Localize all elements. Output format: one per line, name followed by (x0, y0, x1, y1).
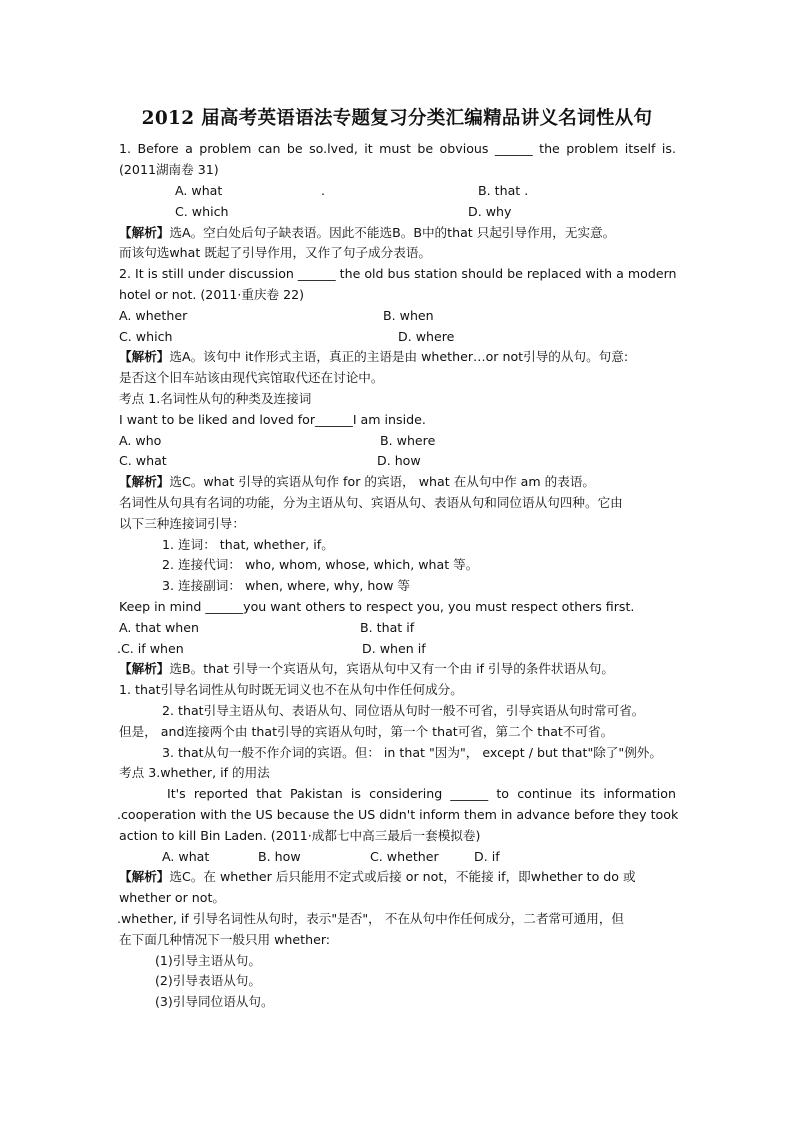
question-4-option-d: D. when if (362, 641, 426, 656)
question-5-option-a: A. what (162, 849, 210, 864)
question-5-source: action to kill Bin Laden. (2011·成都七中高三最后一套模拟卷) (119, 828, 481, 843)
question-5-option-c: C. whether (370, 849, 439, 864)
analysis-2-cont: 是否这个旧车站该由现代宾馆取代还在讨论中。 (119, 370, 384, 385)
question-5-option-b: B. how (258, 849, 301, 864)
list-item: (1)引导主语从句。 (155, 953, 261, 968)
question-1-stem: 1. Before a problem can be so.lved, it must be obvious ______ the problem itself is. (119, 141, 676, 156)
analysis-3: 【解析】选C。what 引导的宾语从句作 for 的宾语， what 在从句中作 am 的表语。 (119, 474, 596, 489)
question-3-option-a: A. who (119, 433, 162, 448)
explanation-line: 2. that引导主语从句、表语从句、同位语从句时一般不可省，引导宾语从句时常可省。 (162, 703, 645, 718)
analysis-2: 【解析】选A。该句中 it作形式主语，真正的主语是由 whether…or not引导的从句。句意: (119, 349, 629, 364)
question-1-source: (2011湖南卷 31) (119, 162, 219, 177)
question-1-option-a: A. what (175, 183, 223, 198)
analysis-1-cont: 而该句选what 既起了引导作用，又作了句子成分表语。 (119, 245, 432, 260)
question-2-option-a: A. whether (119, 308, 188, 323)
stray-dot: . (321, 183, 326, 198)
question-4-option-a: A. that when (119, 620, 199, 635)
section-heading-3: 考点 3.whether, if 的用法 (119, 765, 270, 780)
connector-list-item: 3. 连接副词： when, where, why, how 等 (162, 578, 411, 593)
question-1-option-d: D. why (468, 204, 512, 219)
question-4-stem: Keep in mind ______you want others to respect you, you must respect others first. (119, 599, 635, 614)
question-3-option-c: C. what (119, 453, 167, 468)
question-1-option-b: B. that . (478, 183, 529, 198)
explanation-line: 1. that引导名词性从句时既无词义也不在从句中作任何成分。 (119, 682, 463, 697)
question-2-option-d: D. where (398, 329, 455, 344)
analysis-4: 【解析】选B。that 引导一个宾语从句，宾语从句中又有一个由 if 引导的条件状语从句。 (119, 661, 614, 676)
section-heading-1: 考点 1.名词性从句的种类及连接词 (119, 391, 312, 406)
analysis-tag: 【解析】 (119, 225, 170, 240)
document-title: 2012 届高考英语语法专题复习分类汇编精品讲义名词性从句 (141, 108, 653, 129)
explanation-line: 在下面几种情况下一般只用 whether: (119, 932, 331, 947)
explanation-line: .whether, if 引导名词性从句时，表示"是否"， 不在从句中作任何成分，二者常可通用，但 (117, 911, 625, 926)
analysis-5: 【解析】选C。在 whether 后只能用不定式或后接 or not，不能接 if，即whether to do 或 (119, 869, 636, 884)
list-item: (3)引导同位语从句。 (155, 994, 274, 1009)
explanation-line: 以下三种连接词引导： (119, 516, 245, 531)
question-2-option-b: B. when (383, 308, 434, 323)
question-1-option-c: C. which (175, 204, 229, 219)
explanation-line: whether or not。 (119, 890, 225, 905)
question-2-source: hotel or not. (2011·重庆卷 22) (119, 287, 305, 302)
question-3-option-d: D. how (377, 453, 421, 468)
question-2-option-c: C. which (119, 329, 173, 344)
question-2-stem: 2. It is still under discussion ______ the old bus station should be replaced with a modern (119, 266, 677, 281)
question-5-stem: It's reported that Pakistan is considering ______ to continue its information (167, 786, 676, 801)
explanation-line: 但是， and连接两个由 that引导的宾语从句时，第一个 that可省，第二个 that不可省。 (119, 724, 614, 739)
connector-list-item: 1. 连词： that, whether, if。 (162, 537, 334, 552)
connector-list-item: 2. 连接代词： who, whom, whose, which, what 等。 (162, 557, 479, 572)
question-5-stem-cont: .cooperation with the US because the US didn't inform them in advance before they took (117, 807, 679, 822)
explanation-line: 3. that从句一般不作介词的宾语。但： in that "因为"， except / but that"除了"例外。 (162, 745, 662, 760)
question-4-option-c: .C. if when (117, 641, 184, 656)
question-3-option-b: B. where (380, 433, 436, 448)
explanation-line: 名词性从句具有名词的功能，分为主语从句、宾语从句、表语从句和同位语从句四种。它由 (119, 495, 623, 510)
list-item: (2)引导表语从句。 (155, 973, 261, 988)
question-3-stem: I want to be liked and loved for______I am inside. (119, 412, 426, 427)
analysis-1: 【解析】选A。空白处后句子缺表语。因此不能选B。B中的that 只起引导作用，无实意。 (119, 225, 616, 240)
question-4-option-b: B. that if (360, 620, 415, 635)
question-5-option-d: D. if (474, 849, 500, 864)
